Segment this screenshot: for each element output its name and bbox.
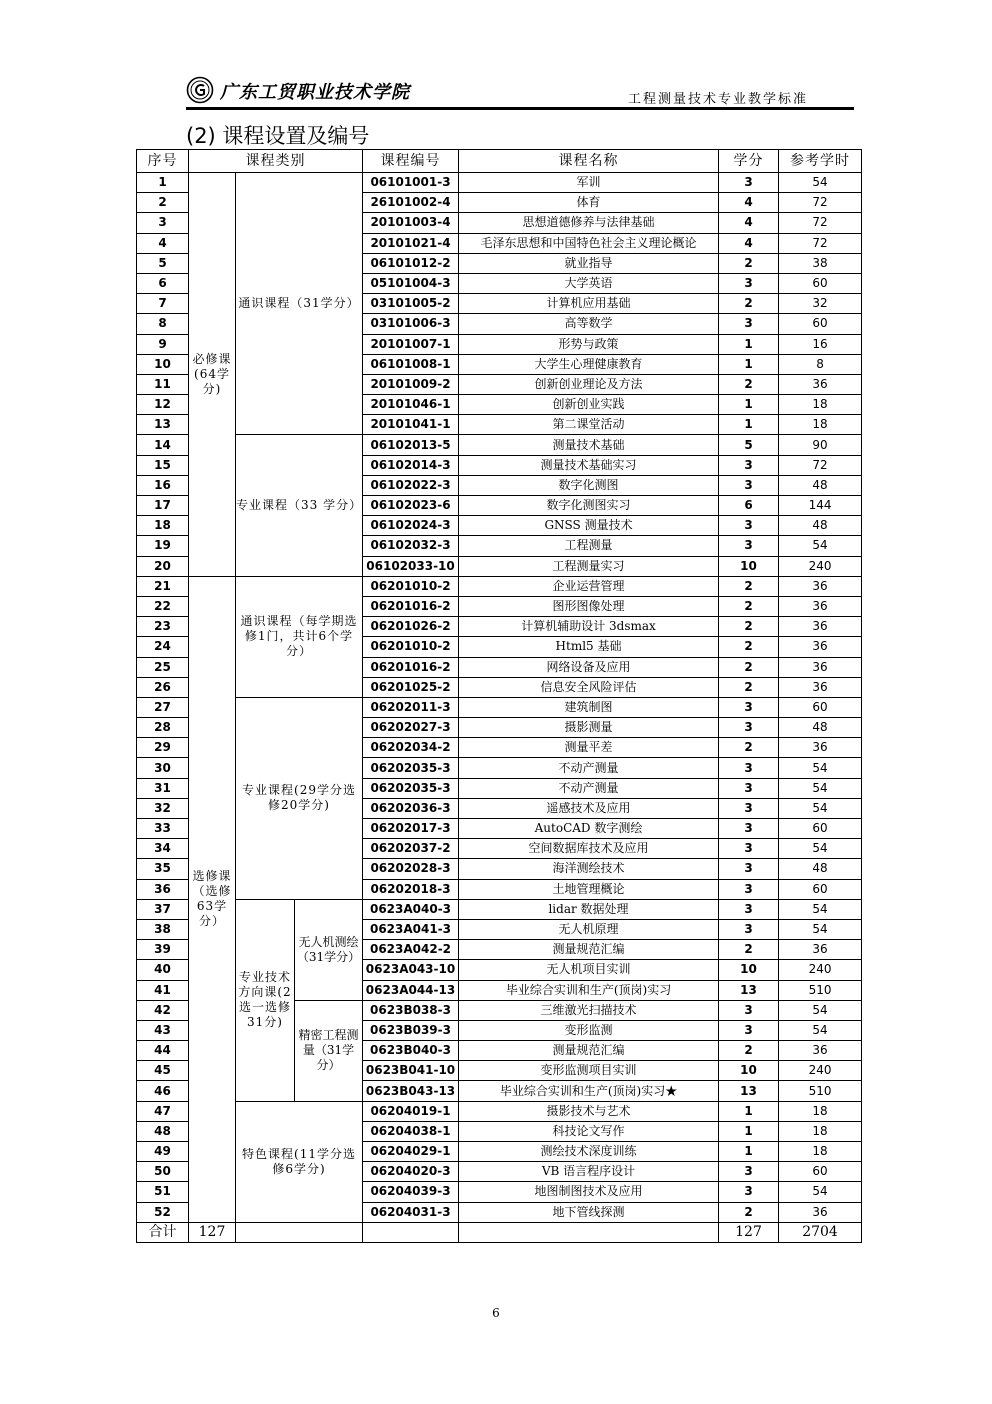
table-row xyxy=(137,697,862,717)
table-row xyxy=(137,899,862,919)
total-blank-category xyxy=(236,1222,363,1242)
course-code: 20101046-1 xyxy=(363,395,459,415)
course-credit: 3 xyxy=(719,819,779,839)
course-hours: 36 xyxy=(779,1202,862,1222)
row-number: 49 xyxy=(137,1142,189,1162)
table-row xyxy=(137,1101,862,1121)
col-header-category: 课程类别 xyxy=(189,150,363,173)
course-code: 06101008-1 xyxy=(363,354,459,374)
row-number: 23 xyxy=(137,617,189,637)
document-title: 工程测量技术专业教学标准 xyxy=(627,92,808,107)
course-name: 测量技术基础 xyxy=(459,435,719,455)
row-number: 21 xyxy=(137,576,189,596)
row-number: 2 xyxy=(137,193,189,213)
course-name: 高等数学 xyxy=(459,314,719,334)
course-code: 06204031-3 xyxy=(363,1202,459,1222)
course-credit: 2 xyxy=(719,617,779,637)
row-number: 33 xyxy=(137,819,189,839)
course-code: 06202035-3 xyxy=(363,778,459,798)
course-code: 06201010-2 xyxy=(363,637,459,657)
course-hours: 54 xyxy=(779,1020,862,1040)
row-number: 51 xyxy=(137,1182,189,1202)
course-name: 工程测量实习 xyxy=(459,556,719,576)
course-code: 06201025-2 xyxy=(363,677,459,697)
course-credit: 3 xyxy=(719,758,779,778)
row-number: 40 xyxy=(137,960,189,980)
category-elective-direction: 专业技术方向课(2选一选修31分) xyxy=(236,899,295,1101)
row-number: 47 xyxy=(137,1101,189,1121)
course-hours: 36 xyxy=(779,637,862,657)
course-hours: 36 xyxy=(779,617,862,637)
course-code: 20101009-2 xyxy=(363,374,459,394)
course-hours: 18 xyxy=(779,1142,862,1162)
table-row xyxy=(137,173,862,193)
course-hours: 240 xyxy=(779,556,862,576)
row-number: 31 xyxy=(137,778,189,798)
course-credit: 3 xyxy=(719,1000,779,1020)
course-hours: 54 xyxy=(779,1000,862,1020)
course-code: 05101004-3 xyxy=(363,273,459,293)
course-code: 06204029-1 xyxy=(363,1142,459,1162)
course-name: 科技论文写作 xyxy=(459,1121,719,1141)
course-credit: 3 xyxy=(719,1182,779,1202)
row-number: 46 xyxy=(137,1081,189,1101)
course-hours: 48 xyxy=(779,516,862,536)
row-number: 52 xyxy=(137,1202,189,1222)
course-hours: 240 xyxy=(779,960,862,980)
course-code: 06204038-1 xyxy=(363,1121,459,1141)
course-code: 06204020-3 xyxy=(363,1162,459,1182)
course-name: 土地管理概论 xyxy=(459,879,719,899)
course-name: Html5 基础 xyxy=(459,637,719,657)
course-credit: 3 xyxy=(719,899,779,919)
course-credit: 3 xyxy=(719,718,779,738)
course-hours: 510 xyxy=(779,1081,862,1101)
course-name: 测绘技术深度训练 xyxy=(459,1142,719,1162)
course-hours: 18 xyxy=(779,1121,862,1141)
course-hours: 8 xyxy=(779,354,862,374)
row-number: 29 xyxy=(137,738,189,758)
course-hours: 54 xyxy=(779,1182,862,1202)
course-code: 06101012-2 xyxy=(363,253,459,273)
row-number: 13 xyxy=(137,415,189,435)
course-name: lidar 数据处理 xyxy=(459,899,719,919)
course-name: 计算机辅助设计 3dsmax xyxy=(459,617,719,637)
course-name: 大学英语 xyxy=(459,273,719,293)
course-code: 20101007-1 xyxy=(363,334,459,354)
course-credit: 3 xyxy=(719,475,779,495)
course-code: 06102013-5 xyxy=(363,435,459,455)
section-title: (2) 课程设置及编号 xyxy=(186,124,370,148)
course-credit: 3 xyxy=(719,778,779,798)
course-hours: 48 xyxy=(779,859,862,879)
course-hours: 510 xyxy=(779,980,862,1000)
course-hours: 54 xyxy=(779,839,862,859)
course-name: 思想道德修养与法律基础 xyxy=(459,213,719,233)
course-name: 就业指导 xyxy=(459,253,719,273)
course-name: 军训 xyxy=(459,173,719,193)
course-credit: 3 xyxy=(719,1162,779,1182)
col-header-no: 序号 xyxy=(137,150,189,173)
course-code: 0623A040-3 xyxy=(363,899,459,919)
course-code: 06102024-3 xyxy=(363,516,459,536)
course-name: 第二课堂活动 xyxy=(459,415,719,435)
course-name: 工程测量 xyxy=(459,536,719,556)
row-number: 19 xyxy=(137,536,189,556)
course-code: 0623A041-3 xyxy=(363,919,459,939)
course-credit: 2 xyxy=(719,253,779,273)
course-name: 测量技术基础实习 xyxy=(459,455,719,475)
course-code: 06204019-1 xyxy=(363,1101,459,1121)
course-hours: 54 xyxy=(779,919,862,939)
course-name: 图形图像处理 xyxy=(459,596,719,616)
course-credit: 3 xyxy=(719,314,779,334)
row-number: 27 xyxy=(137,697,189,717)
course-code: 20101021-4 xyxy=(363,233,459,253)
course-code: 0623B040-3 xyxy=(363,1041,459,1061)
course-code: 06101001-3 xyxy=(363,173,459,193)
category-required-general: 通识课程（31学分） xyxy=(236,173,363,435)
course-name: 网络设备及应用 xyxy=(459,657,719,677)
course-credit: 2 xyxy=(719,1202,779,1222)
course-credit: 3 xyxy=(719,273,779,293)
total-blank-code xyxy=(363,1222,459,1242)
course-name: 创新创业实践 xyxy=(459,395,719,415)
course-name: GNSS 测量技术 xyxy=(459,516,719,536)
course-hours: 36 xyxy=(779,677,862,697)
row-number: 45 xyxy=(137,1061,189,1081)
course-credit: 1 xyxy=(719,1142,779,1162)
course-hours: 48 xyxy=(779,718,862,738)
row-number: 50 xyxy=(137,1162,189,1182)
category-direction-precise: 精密工程测量（31学分） xyxy=(295,1000,363,1101)
row-number: 15 xyxy=(137,455,189,475)
row-number: 30 xyxy=(137,758,189,778)
course-name: 无人机原理 xyxy=(459,919,719,939)
row-number: 14 xyxy=(137,435,189,455)
category-elective-major: 专业课程(29学分选修20学分) xyxy=(236,697,363,899)
course-hours: 90 xyxy=(779,435,862,455)
course-name: 形势与政策 xyxy=(459,334,719,354)
course-credit: 2 xyxy=(719,374,779,394)
row-number: 38 xyxy=(137,919,189,939)
course-code: 06102033-10 xyxy=(363,556,459,576)
course-code: 06201026-2 xyxy=(363,617,459,637)
row-number: 3 xyxy=(137,213,189,233)
course-name: 不动产测量 xyxy=(459,758,719,778)
course-credit: 4 xyxy=(719,233,779,253)
page-header xyxy=(186,72,854,110)
course-hours: 36 xyxy=(779,596,862,616)
course-name: 创新创业理论及方法 xyxy=(459,374,719,394)
row-number: 26 xyxy=(137,677,189,697)
course-credit: 3 xyxy=(719,173,779,193)
course-credit: 2 xyxy=(719,677,779,697)
course-hours: 18 xyxy=(779,1101,862,1121)
course-credit: 1 xyxy=(719,1121,779,1141)
row-number: 11 xyxy=(137,374,189,394)
course-name: 测量平差 xyxy=(459,738,719,758)
course-code: 06102022-3 xyxy=(363,475,459,495)
course-name: 变形监测 xyxy=(459,1020,719,1040)
course-credit: 3 xyxy=(719,798,779,818)
course-hours: 144 xyxy=(779,496,862,516)
course-code: 06201010-2 xyxy=(363,576,459,596)
course-code: 06202017-3 xyxy=(363,819,459,839)
course-hours: 36 xyxy=(779,1041,862,1061)
course-credit: 2 xyxy=(719,596,779,616)
course-hours: 54 xyxy=(779,536,862,556)
course-name: 摄影测量 xyxy=(459,718,719,738)
course-hours: 72 xyxy=(779,213,862,233)
course-hours: 54 xyxy=(779,899,862,919)
col-header-credit: 学分 xyxy=(719,150,779,173)
course-name: 空间数据库技术及应用 xyxy=(459,839,719,859)
col-header-hours: 参考学时 xyxy=(779,150,862,173)
course-credit: 10 xyxy=(719,960,779,980)
course-code: 06201016-2 xyxy=(363,657,459,677)
course-credit: 6 xyxy=(719,496,779,516)
course-code: 20101041-1 xyxy=(363,415,459,435)
course-name: 信息安全风险评估 xyxy=(459,677,719,697)
header-row xyxy=(137,150,862,173)
course-code: 06202011-3 xyxy=(363,697,459,717)
course-code: 06102032-3 xyxy=(363,536,459,556)
school-logo-icon xyxy=(186,76,214,104)
row-number: 32 xyxy=(137,798,189,818)
course-hours: 54 xyxy=(779,758,862,778)
course-credit: 3 xyxy=(719,919,779,939)
course-hours: 60 xyxy=(779,697,862,717)
course-credit: 3 xyxy=(719,697,779,717)
row-number: 43 xyxy=(137,1020,189,1040)
course-name: 测量规范汇编 xyxy=(459,1041,719,1061)
course-credit: 2 xyxy=(719,637,779,657)
course-hours: 48 xyxy=(779,475,862,495)
course-code: 20101003-4 xyxy=(363,213,459,233)
total-row xyxy=(137,1222,862,1242)
course-credit: 1 xyxy=(719,395,779,415)
total-label: 合计 xyxy=(137,1222,189,1242)
course-code: 06202027-3 xyxy=(363,718,459,738)
course-credit: 10 xyxy=(719,1061,779,1081)
course-credit: 3 xyxy=(719,1020,779,1040)
course-name: 遥感技术及应用 xyxy=(459,798,719,818)
row-number: 9 xyxy=(137,334,189,354)
course-hours: 60 xyxy=(779,1162,862,1182)
col-header-code: 课程编号 xyxy=(363,150,459,173)
course-name: 不动产测量 xyxy=(459,778,719,798)
course-hours: 54 xyxy=(779,798,862,818)
row-number: 17 xyxy=(137,496,189,516)
course-name: 毕业综合实训和生产(顶岗)实习 xyxy=(459,980,719,1000)
table-row xyxy=(137,576,862,596)
course-code: 0623B038-3 xyxy=(363,1000,459,1020)
course-code: 0623A043-10 xyxy=(363,960,459,980)
course-hours: 54 xyxy=(779,173,862,193)
curriculum-table xyxy=(136,149,862,1243)
course-hours: 60 xyxy=(779,879,862,899)
course-credit: 1 xyxy=(719,354,779,374)
course-credit: 10 xyxy=(719,556,779,576)
row-number: 48 xyxy=(137,1121,189,1141)
row-number: 24 xyxy=(137,637,189,657)
course-name: AutoCAD 数字测绘 xyxy=(459,819,719,839)
course-code: 0623A042-2 xyxy=(363,940,459,960)
row-number: 39 xyxy=(137,940,189,960)
course-code: 06202028-3 xyxy=(363,859,459,879)
course-credit: 3 xyxy=(719,859,779,879)
page-number: 6 xyxy=(492,1306,500,1320)
row-number: 42 xyxy=(137,1000,189,1020)
course-hours: 36 xyxy=(779,576,862,596)
course-credit: 3 xyxy=(719,455,779,475)
table-row xyxy=(137,435,862,455)
course-name: 毕业综合实训和生产(顶岗)实习★ xyxy=(459,1081,719,1101)
course-credit: 2 xyxy=(719,1041,779,1061)
course-credit: 3 xyxy=(719,879,779,899)
course-code: 06201016-2 xyxy=(363,596,459,616)
row-number: 34 xyxy=(137,839,189,859)
course-credit: 2 xyxy=(719,940,779,960)
course-code: 06102014-3 xyxy=(363,455,459,475)
course-code: 0623B041-10 xyxy=(363,1061,459,1081)
row-number: 12 xyxy=(137,395,189,415)
row-number: 35 xyxy=(137,859,189,879)
category-elective-general: 通识课程（每学期选修1门，共计6个学分） xyxy=(236,576,363,697)
course-hours: 72 xyxy=(779,233,862,253)
course-credit: 3 xyxy=(719,516,779,536)
course-name: 地下管线探测 xyxy=(459,1202,719,1222)
course-code: 03101006-3 xyxy=(363,314,459,334)
course-credit: 5 xyxy=(719,435,779,455)
row-number: 18 xyxy=(137,516,189,536)
course-credit: 2 xyxy=(719,576,779,596)
course-name: 数字化测图 xyxy=(459,475,719,495)
course-name: 测量规范汇编 xyxy=(459,940,719,960)
course-name: 无人机项目实训 xyxy=(459,960,719,980)
course-hours: 72 xyxy=(779,193,862,213)
total-count: 127 xyxy=(189,1222,236,1242)
course-hours: 32 xyxy=(779,294,862,314)
course-name: 体育 xyxy=(459,193,719,213)
course-credit: 1 xyxy=(719,1101,779,1121)
course-credit: 4 xyxy=(719,193,779,213)
row-number: 4 xyxy=(137,233,189,253)
course-credit: 4 xyxy=(719,213,779,233)
course-name: 数字化测图实习 xyxy=(459,496,719,516)
course-name: 变形监测项目实训 xyxy=(459,1061,719,1081)
course-code: 06202036-3 xyxy=(363,798,459,818)
course-hours: 60 xyxy=(779,314,862,334)
course-code: 0623B039-3 xyxy=(363,1020,459,1040)
row-number: 28 xyxy=(137,718,189,738)
total-hours: 2704 xyxy=(779,1222,862,1242)
course-hours: 36 xyxy=(779,374,862,394)
row-number: 6 xyxy=(137,273,189,293)
row-number: 1 xyxy=(137,173,189,193)
row-number: 44 xyxy=(137,1041,189,1061)
course-hours: 54 xyxy=(779,778,862,798)
course-hours: 18 xyxy=(779,415,862,435)
row-number: 16 xyxy=(137,475,189,495)
row-number: 8 xyxy=(137,314,189,334)
row-number: 25 xyxy=(137,657,189,677)
category-required-major: 专业课程（33 学分） xyxy=(236,435,363,576)
course-hours: 240 xyxy=(779,1061,862,1081)
course-code: 26101002-4 xyxy=(363,193,459,213)
course-name: 地图制图技术及应用 xyxy=(459,1182,719,1202)
course-name: 计算机应用基础 xyxy=(459,294,719,314)
row-number: 20 xyxy=(137,556,189,576)
course-credit: 1 xyxy=(719,415,779,435)
course-credit: 2 xyxy=(719,738,779,758)
course-code: 06202037-2 xyxy=(363,839,459,859)
category-required: 必修课(64学分) xyxy=(189,173,236,577)
course-credit: 3 xyxy=(719,536,779,556)
course-code: 0623A044-13 xyxy=(363,980,459,1000)
course-credit: 13 xyxy=(719,1081,779,1101)
course-name: 三维激光扫描技术 xyxy=(459,1000,719,1020)
course-code: 0623B043-13 xyxy=(363,1081,459,1101)
category-elective: 选修课（选修63学分） xyxy=(189,576,236,1222)
course-credit: 2 xyxy=(719,657,779,677)
header-rule xyxy=(186,107,854,110)
category-direction-uav: 无人机测绘（31学分） xyxy=(295,899,363,1000)
course-code: 03101005-2 xyxy=(363,294,459,314)
course-name: 海洋测绘技术 xyxy=(459,859,719,879)
course-name: 摄影技术与艺术 xyxy=(459,1101,719,1121)
category-elective-feature: 特色课程(11学分选修6学分) xyxy=(236,1101,363,1222)
course-hours: 36 xyxy=(779,738,862,758)
course-code: 06202034-2 xyxy=(363,738,459,758)
row-number: 10 xyxy=(137,354,189,374)
course-hours: 16 xyxy=(779,334,862,354)
row-number: 5 xyxy=(137,253,189,273)
course-name: 毛泽东思想和中国特色社会主义理论概论 xyxy=(459,233,719,253)
course-credit: 13 xyxy=(719,980,779,1000)
course-credit: 1 xyxy=(719,334,779,354)
row-number: 7 xyxy=(137,294,189,314)
row-number: 36 xyxy=(137,879,189,899)
course-name: VB 语言程序设计 xyxy=(459,1162,719,1182)
course-credit: 3 xyxy=(719,839,779,859)
course-code: 06202035-3 xyxy=(363,758,459,778)
course-code: 06202018-3 xyxy=(363,879,459,899)
course-name: 大学生心理健康教育 xyxy=(459,354,719,374)
row-number: 41 xyxy=(137,980,189,1000)
course-code: 06102023-6 xyxy=(363,496,459,516)
course-hours: 38 xyxy=(779,253,862,273)
course-hours: 72 xyxy=(779,455,862,475)
row-number: 37 xyxy=(137,899,189,919)
course-name: 建筑制图 xyxy=(459,697,719,717)
course-hours: 18 xyxy=(779,395,862,415)
total-credit: 127 xyxy=(719,1222,779,1242)
course-hours: 60 xyxy=(779,819,862,839)
col-header-name: 课程名称 xyxy=(459,150,719,173)
course-hours: 36 xyxy=(779,940,862,960)
course-credit: 2 xyxy=(719,294,779,314)
total-blank-name xyxy=(459,1222,719,1242)
course-hours: 36 xyxy=(779,657,862,677)
course-hours: 60 xyxy=(779,273,862,293)
school-name: 广东工贸职业技术学院 xyxy=(220,82,410,103)
row-number: 22 xyxy=(137,596,189,616)
course-name: 企业运营管理 xyxy=(459,576,719,596)
course-code: 06204039-3 xyxy=(363,1182,459,1202)
